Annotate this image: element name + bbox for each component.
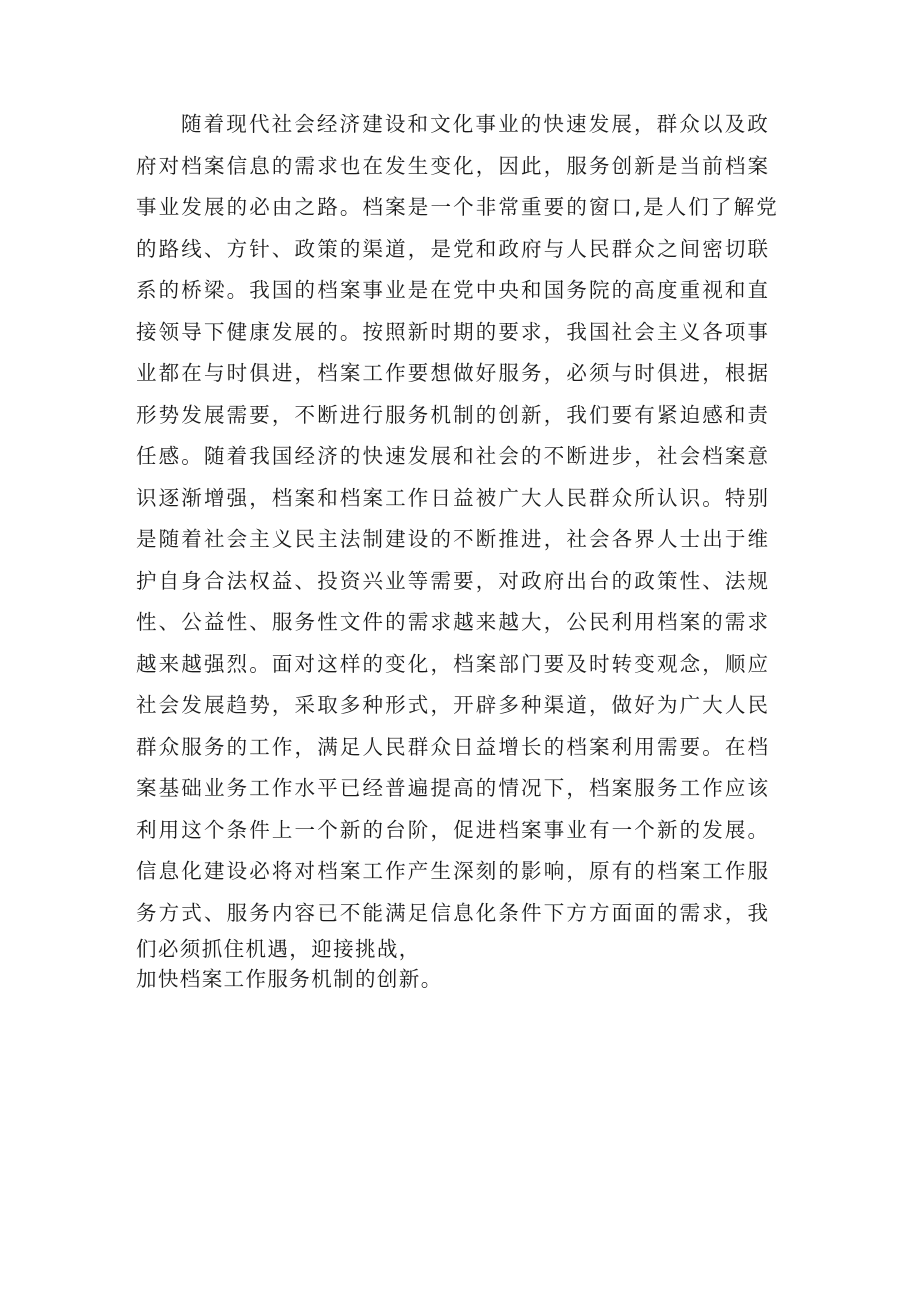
paragraph-line: 护自身合法权益、投资兴业等需要，对政府出台的政策性、法规 [136,568,771,593]
paragraph-line: 接领导下健康发展的。按照新时期的要求，我国社会主义各项事 [136,319,771,344]
paragraph-line: 利用这个条件上一个新的台阶，促进档案事业有一个新的发展。 [136,817,771,842]
paragraph-line: 事业发展的必由之路。档案是一个非常重要的窗口,是人们了解党 [136,195,779,219]
paragraph-line: 性、公益性、服务性文件的需求越来越大，公民利用档案的需求 [136,610,771,634]
paragraph-line: 随着现代社会经济建设和文化事业的快速发展，群众以及政 [181,112,770,136]
paragraph-line: 是随着社会主义民主法制建设的不断推进，社会各界人士出于维 [136,527,771,551]
paragraph-line: 系的桥梁。我国的档案事业是在党中央和国务院的高度重视和直 [136,278,771,302]
paragraph-line: 形势发展需要，不断进行服务机制的创新，我们要有紧迫感和责 [136,402,771,427]
paragraph-line: 们必须抓住机遇，迎接挑战， [136,937,421,961]
paragraph-line: 务方式、服务内容已不能满足信息化条件下方方面面的需求，我 [136,900,771,925]
paragraph-line: 任感。随着我国经济的快速发展和社会的不断进步，社会档案意 [136,444,771,468]
paragraph-line: 信息化建设必将对档案工作产生深刻的影响，原有的档案工作服 [136,859,771,883]
paragraph-line: 案基础业务工作水平已经普遍提高的情况下，档案服务工作应该 [136,776,771,800]
paragraph-line: 社会发展趋势，采取多种形式，开辟多种渠道，做好为广大人民 [136,693,771,717]
paragraph-line: 的路线、方针、政策的渠道，是党和政府与人民群众之间密切联 [136,236,771,261]
body-paragraph [136,104,796,994]
paragraph-line: 群众服务的工作，满足人民群众日益增长的档案利用需要。在档 [136,734,771,759]
paragraph-line: 识逐渐增强，档案和档案工作日益被广大人民群众所认识。特别 [136,485,771,510]
paragraph-line: 越来越强烈。面对这样的变化，档案部门要及时转变观念，顺应 [136,651,771,676]
paragraph-line: 业都在与时俱进，档案工作要想做好服务，必须与时俱进，根据 [136,361,771,385]
paragraph-line: 府对档案信息的需求也在发生变化，因此，服务创新是当前档案 [136,153,771,178]
paragraph-line: 加快档案工作服务机制的创新。 [136,967,443,991]
